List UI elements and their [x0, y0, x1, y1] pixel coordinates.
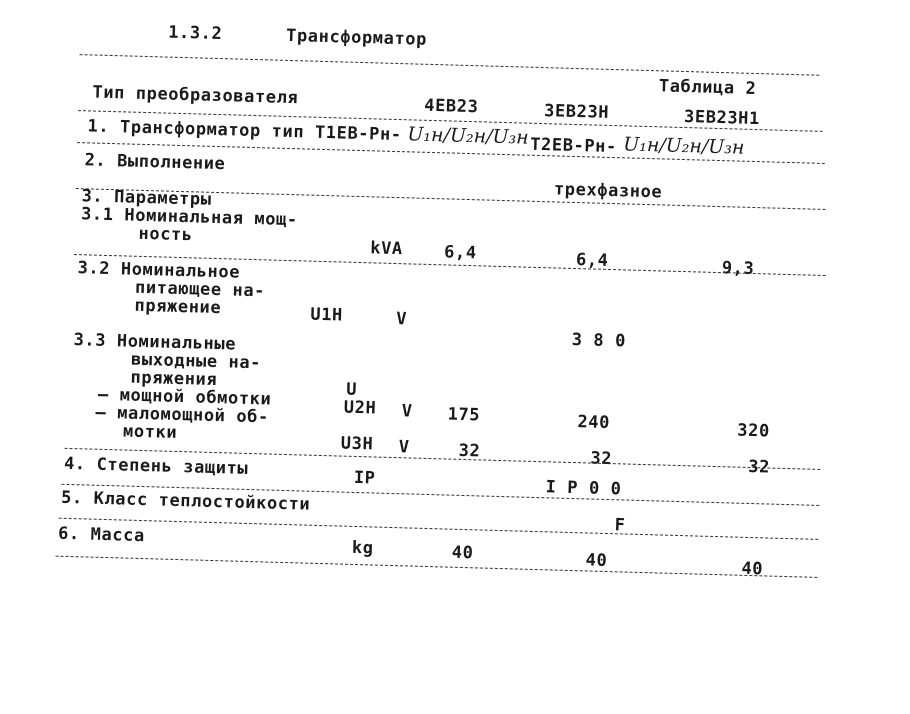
row3-3-sub2-line1: – маломощной об-: [95, 402, 270, 428]
row3-3-line3: пряжения: [130, 367, 218, 391]
row3-3-line1: 3.3 Номинальные: [73, 330, 237, 355]
section-number: 1.3.2: [167, 22, 223, 45]
row3-3-sub2-col2: 32: [590, 448, 613, 470]
table-top-rule: [80, 54, 820, 76]
row4-symbol: IP: [353, 467, 376, 489]
row2-value: трехфазное: [553, 179, 663, 203]
row4-label: 4. Степень защиты: [63, 453, 249, 479]
row3-1-col3: 9,3: [721, 258, 755, 280]
row1-label: 1. Трансформатор тип T1EB-Pн-: [87, 116, 402, 146]
row1-type2: T2EB-Pн-: [529, 134, 618, 158]
row2-label: 2. Выполнение: [84, 150, 226, 175]
row6-col1: 40: [451, 542, 474, 564]
row5-label: 5. Класс теплостойкости: [60, 487, 311, 515]
row5-value: F: [614, 515, 626, 536]
row3-1-line1: 3.1 Номинальная мощ-: [80, 204, 298, 231]
row1-handwritten-voltages-1: U₁н/U₂н/U₃н: [407, 123, 529, 149]
row4-value: I P 0 0: [545, 477, 622, 500]
row3-3-sub1-symbol: U2H: [343, 397, 377, 419]
row5-rule: [59, 518, 819, 540]
row3-1-line2: ность: [138, 223, 194, 246]
row3-3-sub2-col1: 32: [458, 440, 481, 462]
row3-3-sub2-unit: V: [398, 437, 410, 458]
row3-3-sub2-symbol: U3H: [340, 433, 374, 455]
row3-2-value: 3 8 0: [571, 329, 627, 352]
row3-2-line2: питающее на-: [134, 277, 266, 302]
row3-label: 3. Параметры: [81, 186, 212, 210]
row3-1-col2: 6,4: [575, 250, 609, 271]
table-bottom-rule: [56, 556, 818, 578]
table-caption: Таблица 2: [658, 76, 757, 100]
header-col-3eb23h1: 3EB23H1: [683, 107, 761, 130]
row3-3-sub1-col2: 240: [577, 412, 611, 434]
row3-2-line3: пряжение: [134, 295, 222, 319]
header-label: Тип преобразователя: [92, 82, 299, 109]
section-title: Трансформатор: [285, 25, 428, 50]
row1-handwritten-voltages-2: U₁н/U₂н/U₃н: [622, 133, 745, 159]
row3-3-sub1-unit: V: [401, 401, 413, 422]
row6-label: 6. Масса: [57, 523, 146, 547]
row3-2-unit: V: [396, 309, 408, 330]
row3-3-sub1-label: – мощной обмотки: [97, 384, 272, 410]
row3-1-col1: 6,4: [443, 242, 477, 264]
row3-2-symbol: U1H: [310, 304, 344, 326]
row3-1-unit: kVA: [369, 238, 404, 260]
row3-3-sub1-col1: 175: [447, 404, 481, 426]
row3-2-line1: 3.2 Номинальное: [77, 258, 241, 283]
row6-unit: kg: [351, 537, 374, 559]
row6-col3: 40: [741, 558, 764, 580]
row3-3-sub2-col3: 32: [748, 456, 771, 478]
row3-3-line2: выходные на-: [130, 349, 262, 374]
row3-3-symbol: U: [346, 379, 358, 400]
row3-3-sub1-col3: 320: [737, 420, 771, 442]
header-col-3eb23h: 3EB23H: [543, 101, 610, 123]
header-col-4eb23: 4EB23: [423, 95, 479, 118]
row6-col2: 40: [585, 550, 608, 572]
row3-3-sub2-line2: мотки: [122, 421, 178, 443]
